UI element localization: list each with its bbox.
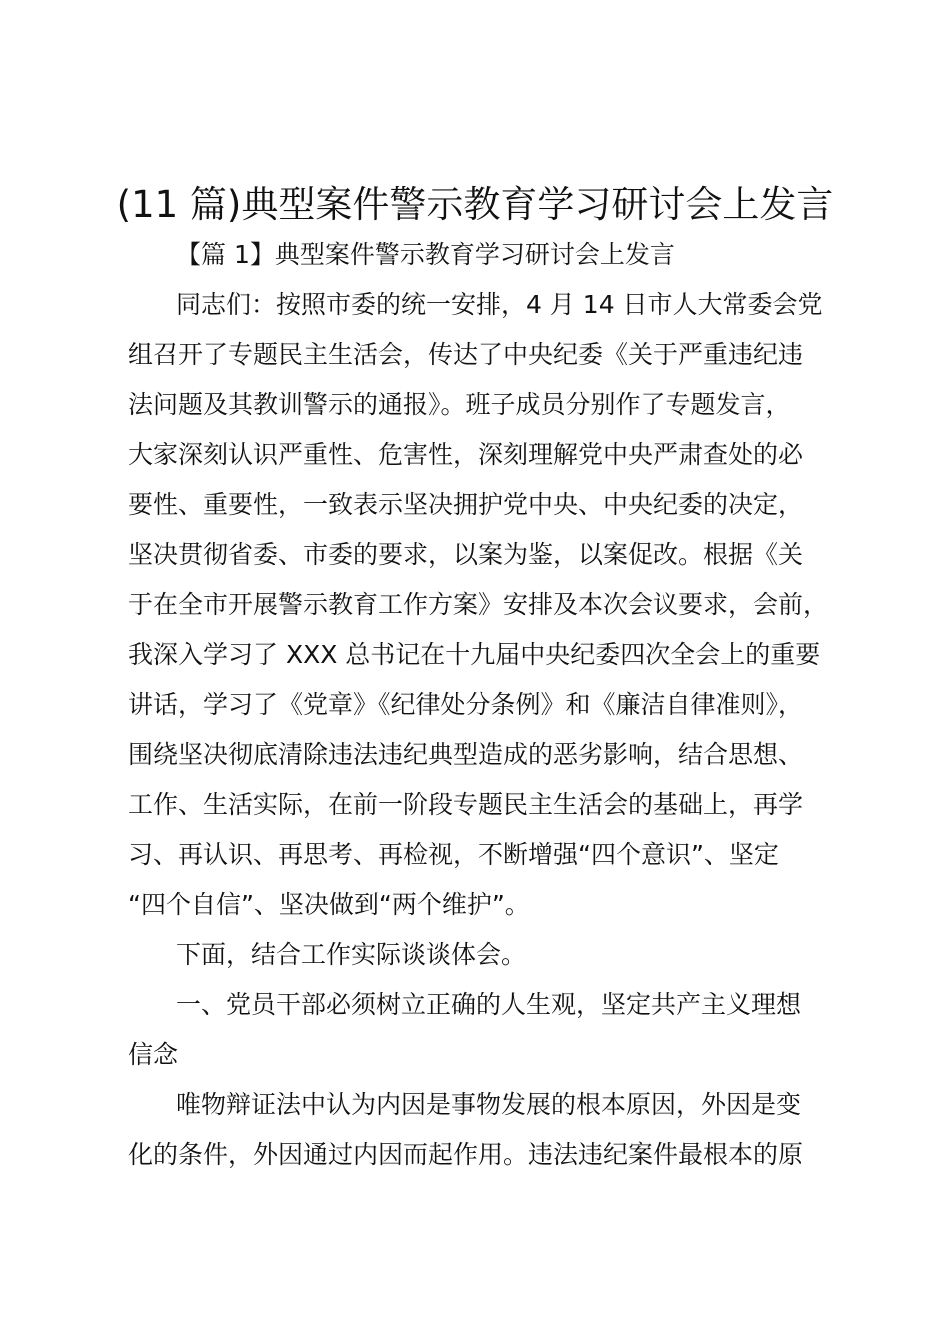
document-title: (11 篇)典型案件警示教育学习研讨会上发言 [116,183,834,226]
section-heading-line: 信念 [128,1040,179,1069]
paragraph-line: 下面，结合工作实际谈谈体会。 [176,940,527,969]
paragraph-line: 组召开了专题民主生活会，传达了中央纪委《关于严重违纪违 [128,340,804,369]
document-subtitle: 【篇 1】典型案件警示教育学习研讨会上发言 [176,240,675,269]
paragraph-line: 大家深刻认识严重性、危害性，深刻理解党中央严肃查处的必 [128,440,804,469]
paragraph-line: 我深入学习了 XXX 总书记在十九届中央纪委四次全会上的重要 [128,640,821,669]
paragraph-line: 坚决贯彻省委、市委的要求，以案为鉴，以案促改。根据《关 [128,540,804,569]
paragraph-line: 于在全市开展警示教育工作方案》安排及本次会议要求，会前， [128,590,829,619]
paragraph-line: 唯物辩证法中认为内因是事物发展的根本原因，外因是变 [176,1090,802,1119]
paragraph-line: 化的条件，外因通过内因而起作用。违法违纪案件最根本的原 [128,1140,804,1169]
section-heading-line: 一、党员干部必须树立正确的人生观，坚定共产主义理想 [176,990,802,1019]
paragraph-line: 讲话，学习了《党章》《纪律处分条例》和《廉洁自律准则》， [128,690,804,719]
paragraph-line: “四个自信”、坚决做到“两个维护”。 [128,890,530,919]
paragraph-line: 法问题及其教训警示的通报》。班子成员分别作了专题发言， [128,390,791,419]
paragraph-line: 习、再认识、再思考、再检视，不断增强“四个意识”、坚定 [128,840,779,869]
paragraph-line: 要性、重要性，一致表示坚决拥护党中央、中央纪委的决定， [128,490,804,519]
paragraph-line: 同志们：按照市委的统一安排，4 月 14 日市人大常委会党 [176,290,823,319]
paragraph-line: 工作、生活实际，在前一阶段专题民主生活会的基础上，再学 [128,790,804,819]
paragraph-line: 围绕坚决彻底清除违法违纪典型造成的恶劣影响，结合思想、 [128,740,804,769]
